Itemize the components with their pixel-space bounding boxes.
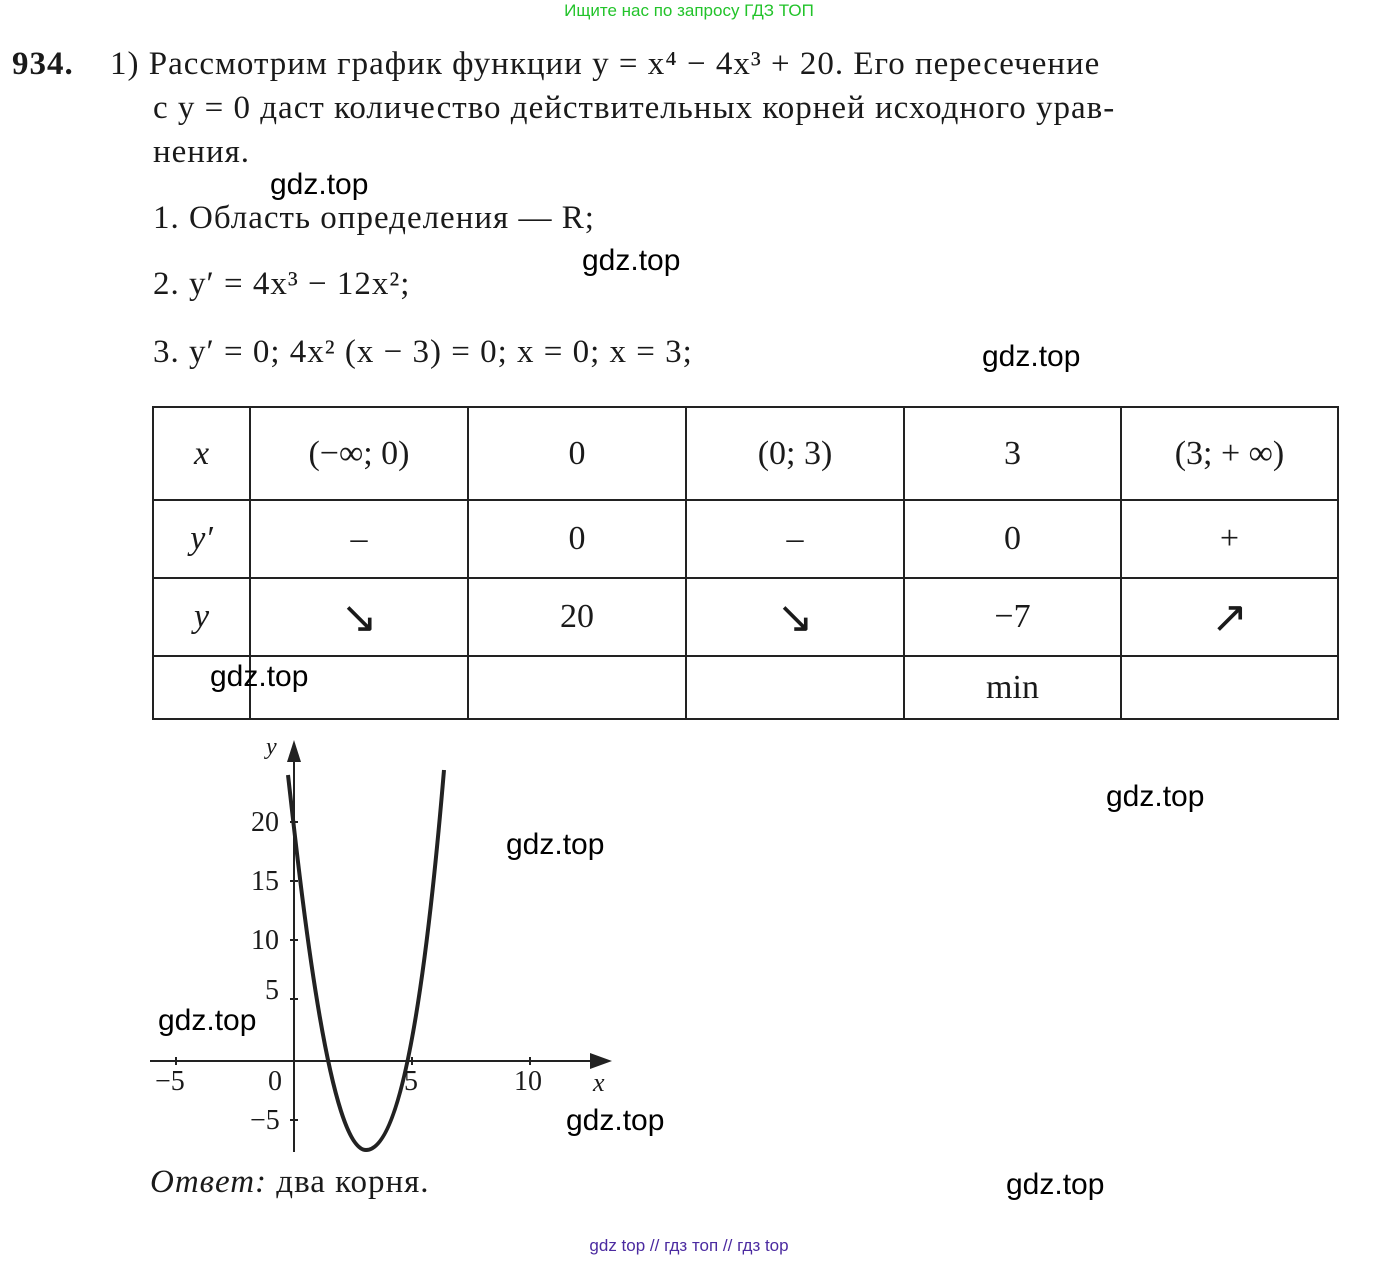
watermark: gdz.top	[506, 828, 605, 861]
watermark: gdz.top	[1106, 780, 1205, 813]
x-tick: 10	[514, 1066, 542, 1097]
top-banner[interactable]: Ищите нас по запросу ГДЗ ТОП	[564, 1, 814, 20]
cell: –	[686, 500, 904, 578]
x-axis-label: x	[593, 1068, 605, 1097]
cell: 3	[904, 407, 1121, 500]
watermark: gdz.top	[566, 1104, 665, 1137]
watermark: gdz.top	[158, 1004, 257, 1037]
cell: 0	[468, 500, 686, 578]
cell: 0	[468, 407, 686, 500]
watermark: gdz.top	[210, 660, 309, 693]
step-2: 2. y′ = 4x³ − 12x²;	[153, 266, 411, 302]
x-tick: 0	[268, 1066, 282, 1097]
function-curve	[288, 770, 444, 1150]
cell: y′	[190, 520, 213, 557]
y-tick: 5	[265, 975, 279, 1006]
answer-label: Ответ:	[150, 1164, 268, 1200]
watermark: gdz.top	[582, 244, 681, 277]
decrease-arrow-icon: ↘	[250, 578, 468, 656]
step-3: 3. y′ = 0; 4x² (x − 3) = 0; x = 0; x = 3;	[153, 334, 693, 370]
cell: (−∞; 0)	[250, 407, 468, 500]
cell: min	[904, 656, 1121, 719]
answer-text: два корня.	[267, 1164, 430, 1200]
y-axis-label: y	[266, 734, 277, 760]
cell: (0; 3)	[686, 407, 904, 500]
cell: –	[250, 500, 468, 578]
problem-line-2: с y = 0 даст количество действительных корней исходного урав-	[153, 90, 1116, 126]
cell: 0	[904, 500, 1121, 578]
y-tick: 20	[251, 807, 279, 838]
x-axis-arrow	[590, 1053, 612, 1069]
cell: +	[1121, 500, 1338, 578]
problem-line-1: 1) Рассмотрим график функции y = x⁴ − 4x³ + 20. Его пересечение	[110, 46, 1101, 82]
watermark: gdz.top	[982, 340, 1081, 373]
y-tick: 10	[251, 925, 279, 956]
cell: y	[193, 598, 210, 635]
watermark: gdz.top	[1006, 1168, 1105, 1201]
watermark: gdz.top	[270, 168, 369, 201]
y-tick: 15	[251, 866, 279, 897]
problem-number: 934.	[12, 46, 74, 82]
problem-line-3: нения.	[153, 134, 251, 170]
increase-arrow-icon: ↗	[1121, 578, 1338, 656]
cell: x	[193, 434, 210, 472]
cell: (3; + ∞)	[1121, 407, 1338, 500]
decrease-arrow-icon: ↘	[686, 578, 904, 656]
answer	[150, 1164, 430, 1201]
x-tick: −5	[155, 1066, 185, 1097]
step-1: 1. Область определения — R;	[153, 200, 595, 236]
x-tick: 5	[404, 1066, 418, 1097]
cell: 20	[468, 578, 686, 656]
cell: −7	[904, 578, 1121, 656]
y-axis-arrow	[287, 740, 301, 762]
y-tick: −5	[250, 1105, 280, 1136]
footer-links[interactable]: gdz top // гдз топ // гдз top	[589, 1236, 789, 1255]
